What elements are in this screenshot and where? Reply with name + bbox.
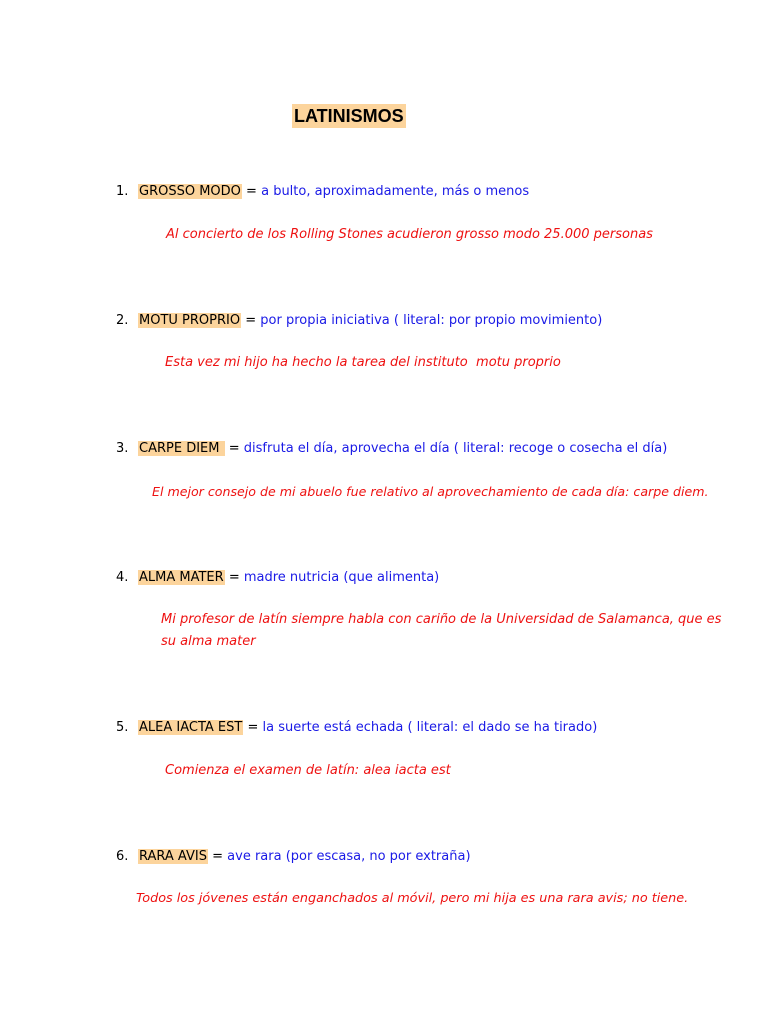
latin-term: ALMA MATER <box>139 570 224 585</box>
item-number: 3. <box>116 441 129 456</box>
term-meaning: a bulto, aproximadamente, más o menos <box>261 184 530 199</box>
term-meaning: ave rara (por escasa, no por extraña) <box>227 849 471 864</box>
term-meaning: por propia iniciativa ( literal: por propio movimiento) <box>260 313 603 328</box>
latinism-item-1 <box>116 183 529 201</box>
example-sentence-1: Al concierto de los Rolling Stones acudieron grosso modo 25.000 personas <box>166 227 653 242</box>
example-sentence-3: El mejor consejo de mi abuelo fue relativo al aprovechamiento de cada día: carpe diem. <box>152 484 709 499</box>
example-sentence-6: Todos los jóvenes están enganchados al móvil, pero mi hija es una rara avis; no tiene. <box>136 891 689 906</box>
example-sentence-2: Esta vez mi hijo ha hecho la tarea del instituto motu proprio <box>165 355 561 370</box>
equals-sign: = <box>228 570 240 585</box>
latinism-item-3 <box>116 440 667 458</box>
latin-term: GROSSO MODO <box>139 184 241 199</box>
term-meaning: la suerte está echada ( literal: el dado se ha tirado) <box>262 720 598 735</box>
item-number: 6. <box>116 849 129 864</box>
latin-term: MOTU PROPRIO <box>139 313 241 328</box>
latin-term: RARA AVIS <box>139 849 207 864</box>
item-number: 2. <box>116 313 129 328</box>
item-number: 5. <box>116 720 129 735</box>
equals-sign: = <box>247 720 259 735</box>
latin-term: CARPE DIEM <box>139 441 224 456</box>
item-number: 1. <box>116 184 129 199</box>
example-sentence-4: Mi profesor de latín siempre habla con cariño de la Universidad de Salamanca, que es su alma mater <box>161 612 722 649</box>
latinism-item-5 <box>116 719 597 737</box>
equals-sign: = <box>228 441 240 456</box>
equals-sign: = <box>246 184 257 199</box>
item-number: 4. <box>116 570 129 585</box>
latinism-item-2 <box>116 312 602 330</box>
latinism-item-4 <box>116 569 439 587</box>
page-title: LATINISMOS <box>294 106 404 126</box>
term-meaning: madre nutricia (que alimenta) <box>243 570 440 585</box>
example-sentence-5: Comienza el examen de latín: alea iacta est <box>165 763 451 778</box>
latin-term: ALEA IACTA EST <box>139 720 243 735</box>
term-meaning: disfruta el día, aprovecha el día ( literal: recoge o cosecha el día) <box>243 441 668 456</box>
latinism-item-6 <box>116 848 471 866</box>
equals-sign: = <box>212 849 224 864</box>
equals-sign: = <box>245 313 257 328</box>
